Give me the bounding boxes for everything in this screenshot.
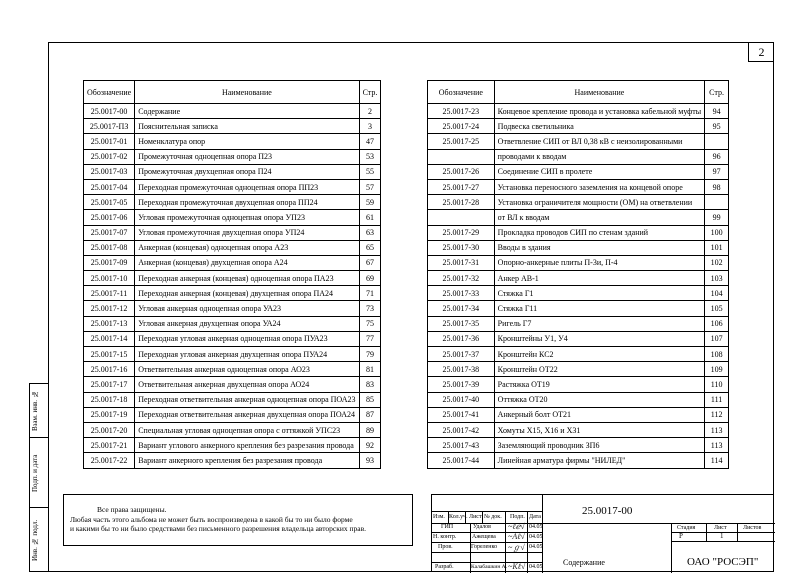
table-row: [428, 438, 729, 453]
row-name: Растяжка ОТ19: [494, 377, 705, 392]
document-description: Содержание: [563, 558, 605, 567]
table-row: [428, 164, 729, 179]
row-designation: 25.0017-08: [84, 240, 135, 255]
table-row: [84, 119, 381, 134]
row-page: 113: [705, 422, 729, 437]
row-designation: 25.0017-36: [428, 331, 495, 346]
table-row: [84, 104, 381, 119]
row-designation: 25.0017-17: [84, 377, 135, 392]
row-page: 103: [705, 271, 729, 286]
row-name: Переходная угловая анкерная одноцепная опора ПУА23: [135, 331, 359, 346]
row-name: Ответвительная анкерная двухцепная опора АО24: [135, 377, 359, 392]
row-name: Анкерный болт ОТ21: [494, 407, 705, 422]
table-row: [84, 240, 381, 255]
row-name: Установка переносного заземления на концевой опоре: [494, 179, 705, 194]
signature-icon: ~Аℓ√: [508, 532, 525, 541]
row-designation: 25.0017-32: [428, 271, 495, 286]
row-name: Переходная промежуточная двухцепная опора ПП24: [135, 195, 359, 210]
row-page: 83: [359, 377, 381, 392]
table-row: [84, 453, 381, 468]
row-name: Кронштейны У1, У4: [494, 331, 705, 346]
row-designation: 25.0017-42: [428, 422, 495, 437]
row-name: Вводы в здания: [494, 240, 705, 255]
row-page: 110: [705, 377, 729, 392]
row-page: 55: [359, 164, 381, 179]
table-row: [84, 316, 381, 331]
table-row: [428, 255, 729, 270]
stamp-header-change: Изм.: [433, 514, 445, 520]
notice-line-3: и какими бы то ни было средствами без письменного разрешения владельца авторских прав.: [70, 524, 367, 533]
row-designation: 25.0017-43: [428, 438, 495, 453]
date-prov: 04.05: [529, 544, 543, 550]
row-designation: 25.0017-00: [84, 104, 135, 119]
side-label-signature: Подп. и дата: [31, 454, 39, 492]
row-page: 87: [359, 407, 381, 422]
row-designation: 25.0017-10: [84, 271, 135, 286]
table-row: [428, 240, 729, 255]
page-number: 2: [748, 42, 774, 62]
table-row: [84, 179, 381, 194]
row-designation: 25.0017-29: [428, 225, 495, 240]
row-name: Анкер АВ-1: [494, 271, 705, 286]
date-gip: 04.05: [529, 524, 543, 530]
header-page: Стр.: [359, 81, 381, 104]
row-page: 85: [359, 392, 381, 407]
table-row: [428, 316, 729, 331]
row-designation: 25.0017-02: [84, 149, 135, 164]
sheet-label: Лист: [714, 525, 727, 531]
row-designation: 25.0017-07: [84, 225, 135, 240]
row-name: Переходная анкерная (концевая) двухцепная опора ПА24: [135, 286, 359, 301]
side-label-inventory: Инв. № подл.: [31, 519, 39, 561]
row-name: Концевое крепление провода и установка кабельной муфты: [494, 104, 705, 119]
table-row: [428, 286, 729, 301]
row-designation: 25.0017-24: [428, 119, 495, 134]
row-designation: 25.0017-44: [428, 453, 495, 468]
row-page: 75: [359, 316, 381, 331]
row-name: Соединение СИП в пролете: [494, 164, 705, 179]
stamp-header-count: Кол.уч.: [449, 514, 468, 520]
table-row: [428, 331, 729, 346]
table-row: [428, 271, 729, 286]
title-block: [431, 494, 774, 572]
row-designation: [428, 210, 495, 225]
row-name: Переходная угловая анкерная двухцепная опора ПУА24: [135, 347, 359, 362]
signature-icon: ~ℊ√: [508, 543, 525, 552]
table-row: [428, 377, 729, 392]
row-name: Линейная арматура фирмы "НИЛЕД": [494, 453, 705, 468]
row-designation: 25.0017-31: [428, 255, 495, 270]
role-prov: Пров.: [438, 544, 453, 550]
row-name: Стяжка Г11: [494, 301, 705, 316]
stamp-header-date: Дата: [529, 514, 541, 520]
row-designation: 25.0017-12: [84, 301, 135, 316]
table-row: [84, 149, 381, 164]
row-page: 107: [705, 331, 729, 346]
table-row: [84, 134, 381, 149]
row-name: Специальная угловая одноцепная опора с оттяжкой УПС23: [135, 422, 359, 437]
row-designation: 25.0017-15: [84, 347, 135, 362]
document-code: 25.0017-00: [582, 505, 633, 517]
row-designation: 25.0017-26: [428, 164, 495, 179]
header-page: Стр.: [705, 81, 729, 104]
row-designation: 25.0017-28: [428, 195, 495, 210]
table-row: [84, 422, 381, 437]
row-name: Кронштейн КС2: [494, 347, 705, 362]
table-header-row: [84, 81, 381, 104]
row-page: 99: [705, 210, 729, 225]
row-page: 113: [705, 438, 729, 453]
table-row: [84, 331, 381, 346]
row-page: 67: [359, 255, 381, 270]
table-row: [428, 422, 729, 437]
row-page: 104: [705, 286, 729, 301]
row-designation: 25.0017-05: [84, 195, 135, 210]
table-row: [84, 210, 381, 225]
name-razrab: Калабашкин А.: [471, 564, 508, 570]
row-page: 71: [359, 286, 381, 301]
row-page: 3: [359, 119, 381, 134]
row-name: Переходная ответвительная анкерная одноцепная опора ПОА23: [135, 392, 359, 407]
table-row: [84, 255, 381, 270]
role-gip: ГИП: [441, 524, 454, 530]
notice-line-2: Любая часть этого альбома не может быть воспроизведена в какой бы то ни было форме: [70, 514, 353, 524]
row-name: Ригель Г7: [494, 316, 705, 331]
organization-name: ОАО "РОСЭП": [687, 556, 759, 568]
row-name: Оттяжка ОТ20: [494, 392, 705, 407]
row-name: Угловая анкерная одноцепная опора УА23: [135, 301, 359, 316]
row-designation: 25.0017-20: [84, 422, 135, 437]
role-nkontr: Н. контр.: [433, 534, 457, 540]
row-page: 77: [359, 331, 381, 346]
table-row: [84, 195, 381, 210]
table-row: [84, 271, 381, 286]
row-page: 73: [359, 301, 381, 316]
row-designation: 25.0017-01: [84, 134, 135, 149]
row-name: Хомуты Х15, Х16 и Х31: [494, 422, 705, 437]
row-page: 96: [705, 149, 729, 164]
table-row: [84, 225, 381, 240]
row-designation: 25.0017-19: [84, 407, 135, 422]
row-name: Промежуточная одноцепная опора П23: [135, 149, 359, 164]
stage-label: Стадия: [677, 525, 696, 531]
sheets-label: Листов: [743, 525, 762, 531]
stamp-header-docnum: № док.: [484, 514, 502, 520]
row-name: от ВЛ к вводам: [494, 210, 705, 225]
side-label-replace: Взам. инв. №: [31, 390, 39, 432]
row-page: 89: [359, 422, 381, 437]
role-razrab: Разраб.: [435, 564, 454, 570]
row-designation: 25.0017-21: [84, 438, 135, 453]
row-designation: 25.0017-33: [428, 286, 495, 301]
row-designation: 25.0017-25: [428, 134, 495, 149]
table-row: [428, 195, 729, 210]
row-name: Кронштейн ОТ22: [494, 362, 705, 377]
row-name: Переходная промежуточная одноцепная опора ПП23: [135, 179, 359, 194]
row-page: 95: [705, 119, 729, 134]
row-designation: 25.0017-11: [84, 286, 135, 301]
row-page: 61: [359, 210, 381, 225]
row-name: Промежуточная двухцепная опора П24: [135, 164, 359, 179]
row-name: Установка ограничителя мощности (ОМ) на ответвлении: [494, 195, 705, 210]
row-designation: 25.0017-03: [84, 164, 135, 179]
row-page: 109: [705, 362, 729, 377]
row-name: Подвеска светильника: [494, 119, 705, 134]
row-name: Стяжка Г1: [494, 286, 705, 301]
row-name: Ответвление СИП от ВЛ 0,38 кВ с неизолированными: [494, 134, 705, 149]
row-page: 97: [705, 164, 729, 179]
date-nkontr: 04.05: [529, 534, 543, 540]
row-designation: 25.0017-14: [84, 331, 135, 346]
row-designation: 25.0017-13: [84, 316, 135, 331]
table-row: [428, 392, 729, 407]
header-name: Наименование: [135, 81, 359, 104]
table-row: [428, 104, 729, 119]
row-page: 101: [705, 240, 729, 255]
row-designation: 25.0017-22: [84, 453, 135, 468]
stamp-header-sign: Подп.: [510, 514, 525, 520]
row-name: Ответвительная анкерная одноцепная опора АО23: [135, 362, 359, 377]
row-page: 65: [359, 240, 381, 255]
table-row: [84, 362, 381, 377]
row-designation: 25.0017-09: [84, 255, 135, 270]
table-row: [428, 210, 729, 225]
row-designation: 25.0017-40: [428, 392, 495, 407]
table-row: [84, 438, 381, 453]
row-page: 114: [705, 453, 729, 468]
stage-value: Р: [679, 532, 683, 540]
signature-icon: ~Kℓ√: [508, 562, 526, 571]
row-designation: 25.0017-23: [428, 104, 495, 119]
side-stamp-strip: [29, 383, 48, 572]
row-page: 59: [359, 195, 381, 210]
row-page: 112: [705, 407, 729, 422]
header-name: Наименование: [494, 81, 705, 104]
row-designation: 25.0017-37: [428, 347, 495, 362]
row-name: Анкерная (концевая) одноцепная опора А23: [135, 240, 359, 255]
row-designation: 25.0017-39: [428, 377, 495, 392]
row-page: 98: [705, 179, 729, 194]
table-row: [84, 377, 381, 392]
row-name: Угловая анкерная двухцепная опора УА24: [135, 316, 359, 331]
row-page: 106: [705, 316, 729, 331]
row-page: 53: [359, 149, 381, 164]
row-page: 2: [359, 104, 381, 119]
row-designation: 25.0017-34: [428, 301, 495, 316]
row-designation: 25.0017-06: [84, 210, 135, 225]
table-row: [428, 225, 729, 240]
row-page: 93: [359, 453, 381, 468]
row-name: Переходная ответвительная анкерная двухцепная опора ПОА24: [135, 407, 359, 422]
row-designation: 25.0017-04: [84, 179, 135, 194]
copyright-notice: [63, 494, 413, 546]
table-row: [428, 134, 729, 149]
row-page: 94: [705, 104, 729, 119]
row-designation: 25.0017-18: [84, 392, 135, 407]
table-row: [428, 149, 729, 164]
row-designation: 25.0017-27: [428, 179, 495, 194]
date-razrab: 04.05: [529, 564, 543, 570]
row-name: Опорно-анкерные плиты П-3и, П-4: [494, 255, 705, 270]
table-row: [84, 407, 381, 422]
row-page: 47: [359, 134, 381, 149]
row-designation: 25.0017-38: [428, 362, 495, 377]
name-prov: Гореленко: [471, 544, 498, 550]
row-designation: 25.0017-35: [428, 316, 495, 331]
row-page: 100: [705, 225, 729, 240]
row-designation: 25.0017-41: [428, 407, 495, 422]
row-page: 79: [359, 347, 381, 362]
row-name: Переходная анкерная (концевая) одноцепная опора ПА23: [135, 271, 359, 286]
table-row: [428, 453, 729, 468]
row-name: Номенклатура опор: [135, 134, 359, 149]
row-page: 92: [359, 438, 381, 453]
header-designation: Обозначение: [84, 81, 135, 104]
sheet-value: 1: [720, 532, 724, 540]
table-header-row: [428, 81, 729, 104]
notice-line-1: Все права защищены.: [97, 505, 167, 514]
table-row: [84, 347, 381, 362]
table-row: [428, 301, 729, 316]
row-page: 105: [705, 301, 729, 316]
contents-table-left: [83, 80, 381, 469]
row-name: Заземляющий проводник ЗП6: [494, 438, 705, 453]
contents-table-right: [427, 80, 729, 469]
table-row: [84, 301, 381, 316]
row-name: Вариант анкерного крепления без разрезания провода: [135, 453, 359, 468]
row-designation: 25.0017-ПЗ: [84, 119, 135, 134]
row-page: [705, 134, 729, 149]
row-page: 57: [359, 179, 381, 194]
table-row: [428, 119, 729, 134]
row-page: 69: [359, 271, 381, 286]
row-designation: [428, 149, 495, 164]
row-name: проводами к вводам: [494, 149, 705, 164]
header-designation: Обозначение: [428, 81, 495, 104]
row-page: 81: [359, 362, 381, 377]
row-name: Анкерная (концевая) двухцепная опора А24: [135, 255, 359, 270]
row-name: Угловая промежуточная двухцепная опора УП24: [135, 225, 359, 240]
row-page: 63: [359, 225, 381, 240]
signature-icon: ~ℓℯ√: [508, 522, 525, 531]
name-gip: Удалов: [473, 524, 492, 530]
row-name: Пояснительная записка: [135, 119, 359, 134]
row-name: Содержание: [135, 104, 359, 119]
row-name: Вариант углового анкерного крепления без разрезания провода: [135, 438, 359, 453]
stamp-header-sheet: Лист: [469, 514, 482, 520]
table-row: [84, 286, 381, 301]
row-designation: 25.0017-30: [428, 240, 495, 255]
row-name: Прокладка проводов СИП по стенам зданий: [494, 225, 705, 240]
row-designation: 25.0017-16: [84, 362, 135, 377]
table-row: [84, 164, 381, 179]
table-row: [428, 347, 729, 362]
name-nkontr: Ажещева: [472, 534, 496, 540]
table-row: [84, 392, 381, 407]
row-page: 111: [705, 392, 729, 407]
table-row: [428, 179, 729, 194]
row-name: Угловая промежуточная одноцепная опора УП23: [135, 210, 359, 225]
table-row: [428, 407, 729, 422]
row-page: 108: [705, 347, 729, 362]
table-row: [428, 362, 729, 377]
row-page: [705, 195, 729, 210]
row-page: 102: [705, 255, 729, 270]
